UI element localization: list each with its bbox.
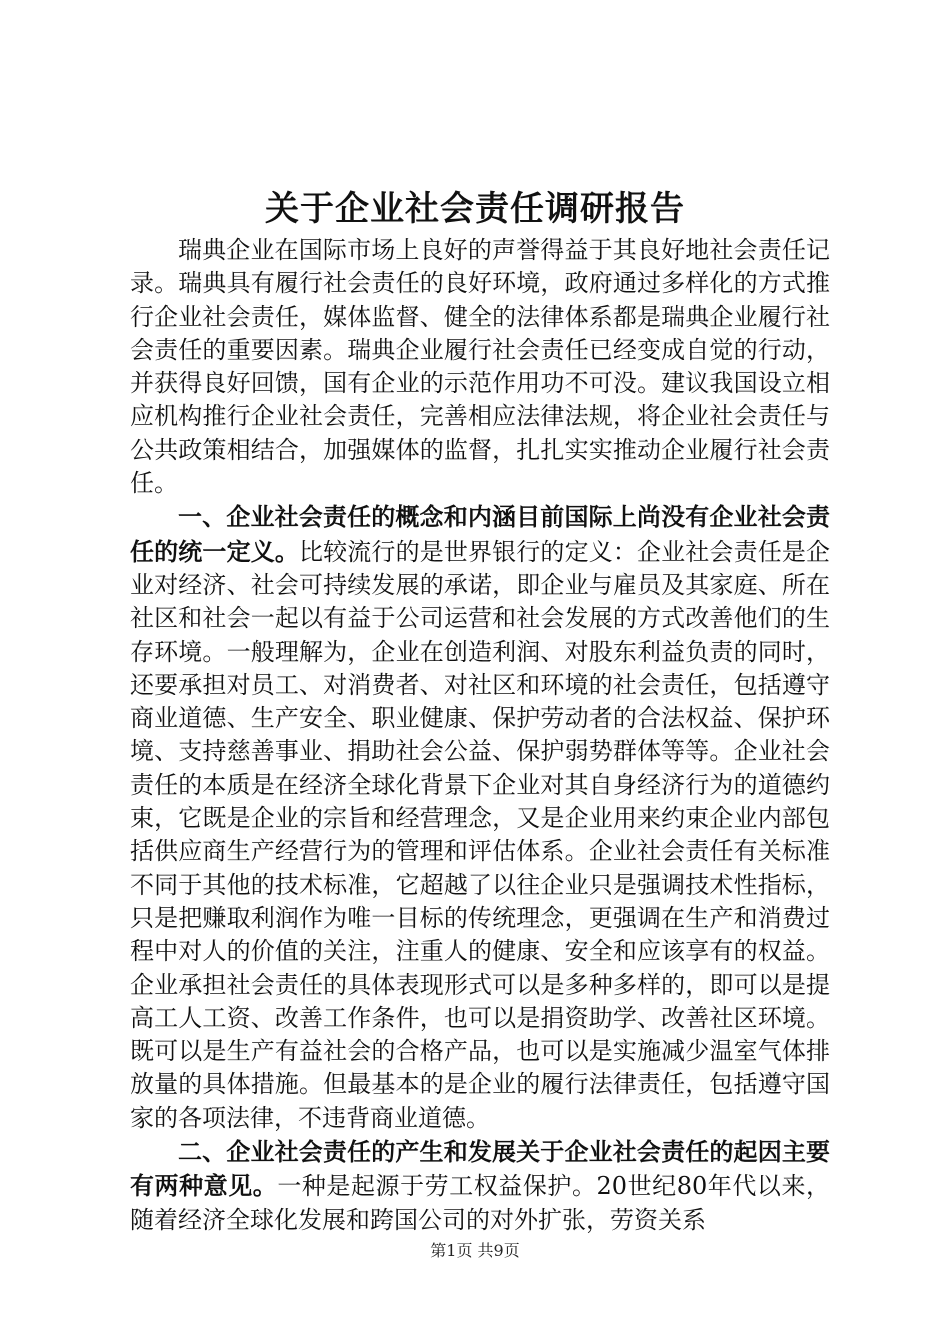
- paragraph-section-1: [130, 500, 830, 1135]
- page-footer: 第1页 共9页: [430, 1241, 520, 1260]
- document-body: [130, 234, 830, 1237]
- section-2-text: 一种是起源于劳工权益保护。20世纪80年代以来，随着经济全球化发展和跨国公司的对外扩张，劳资关系: [130, 1172, 831, 1234]
- section-2-heading: 二、企业社会责任的产生和发展关于企业社会责任的起因主要有两种意见。: [130, 1137, 830, 1201]
- section-1-heading: 一、企业社会责任的概念和内涵目前国际上尚没有企业社会责任的统一定义。: [130, 502, 830, 566]
- document-title: 关于企业社会责任调研报告: [265, 189, 685, 229]
- section-1-text: 比较流行的是世界银行的定义：企业社会责任是企业对经济、社会可持续发展的承诺，即企业与雇员及其家庭、所在社区和社会一起以有益于公司运营和社会发展的方式改善他们的生存环境。一般理解为，企业在创造利润、对股东利益负责的同时，还要承担对员工、对消费者、对社区和环境的社会责任，包括遵守商业道德、生产安全、职业健康、保护劳动者的合法权益、保护环境、支持慈善事业、捐助社会公益、保护弱势群体等等。企业社会责任的本质是在经济全球化背景下企业对其自身经济行为的道德约束，它既是企业的宗旨和经营理念，又是企业用来约束企业内部包括供应商生产经营行为的管理和评估体系。企业社会责任有关标准不同于其他的技术标准，它超越了以往企业只是强调技术性指标，只是把赚取利润作为唯一目标的传统理念，更强调在生产和消费过程中对人的价值的关注，注重人的健康、安全和应该享有的权益。企业承担社会责任的具体表现形式可以是多种多样的，即可以是提高工人工资、改善工作条件，也可以是捐资助学、改善社区环境。既可以是生产有益社会的合格产品，也可以是实施减少温室气体排放量的具体措施。但最基本的是企业的履行法律责任，包括遵守国家的各项法律，不违背商业道德。: [130, 537, 830, 1132]
- paragraph-section-2: [130, 1135, 830, 1237]
- paragraph-intro-text: 瑞典企业在国际市场上良好的声誉得益于其良好地社会责任记录。瑞典具有履行社会责任的良好环境，政府通过多样化的方式推行企业社会责任，媒体监督、健全的法律体系都是瑞典企业履行社会责任的重要因素。瑞典企业履行社会责任已经变成自觉的行动，并获得良好回馈，国有企业的示范作用功不可没。建议我国设立相应机构推行企业社会责任，完善相应法律法规，将企业社会责任与公共政策相结合，加强媒体的监督，扎扎实实推动企业履行社会责任。: [130, 236, 830, 498]
- paragraph-intro: [130, 234, 830, 500]
